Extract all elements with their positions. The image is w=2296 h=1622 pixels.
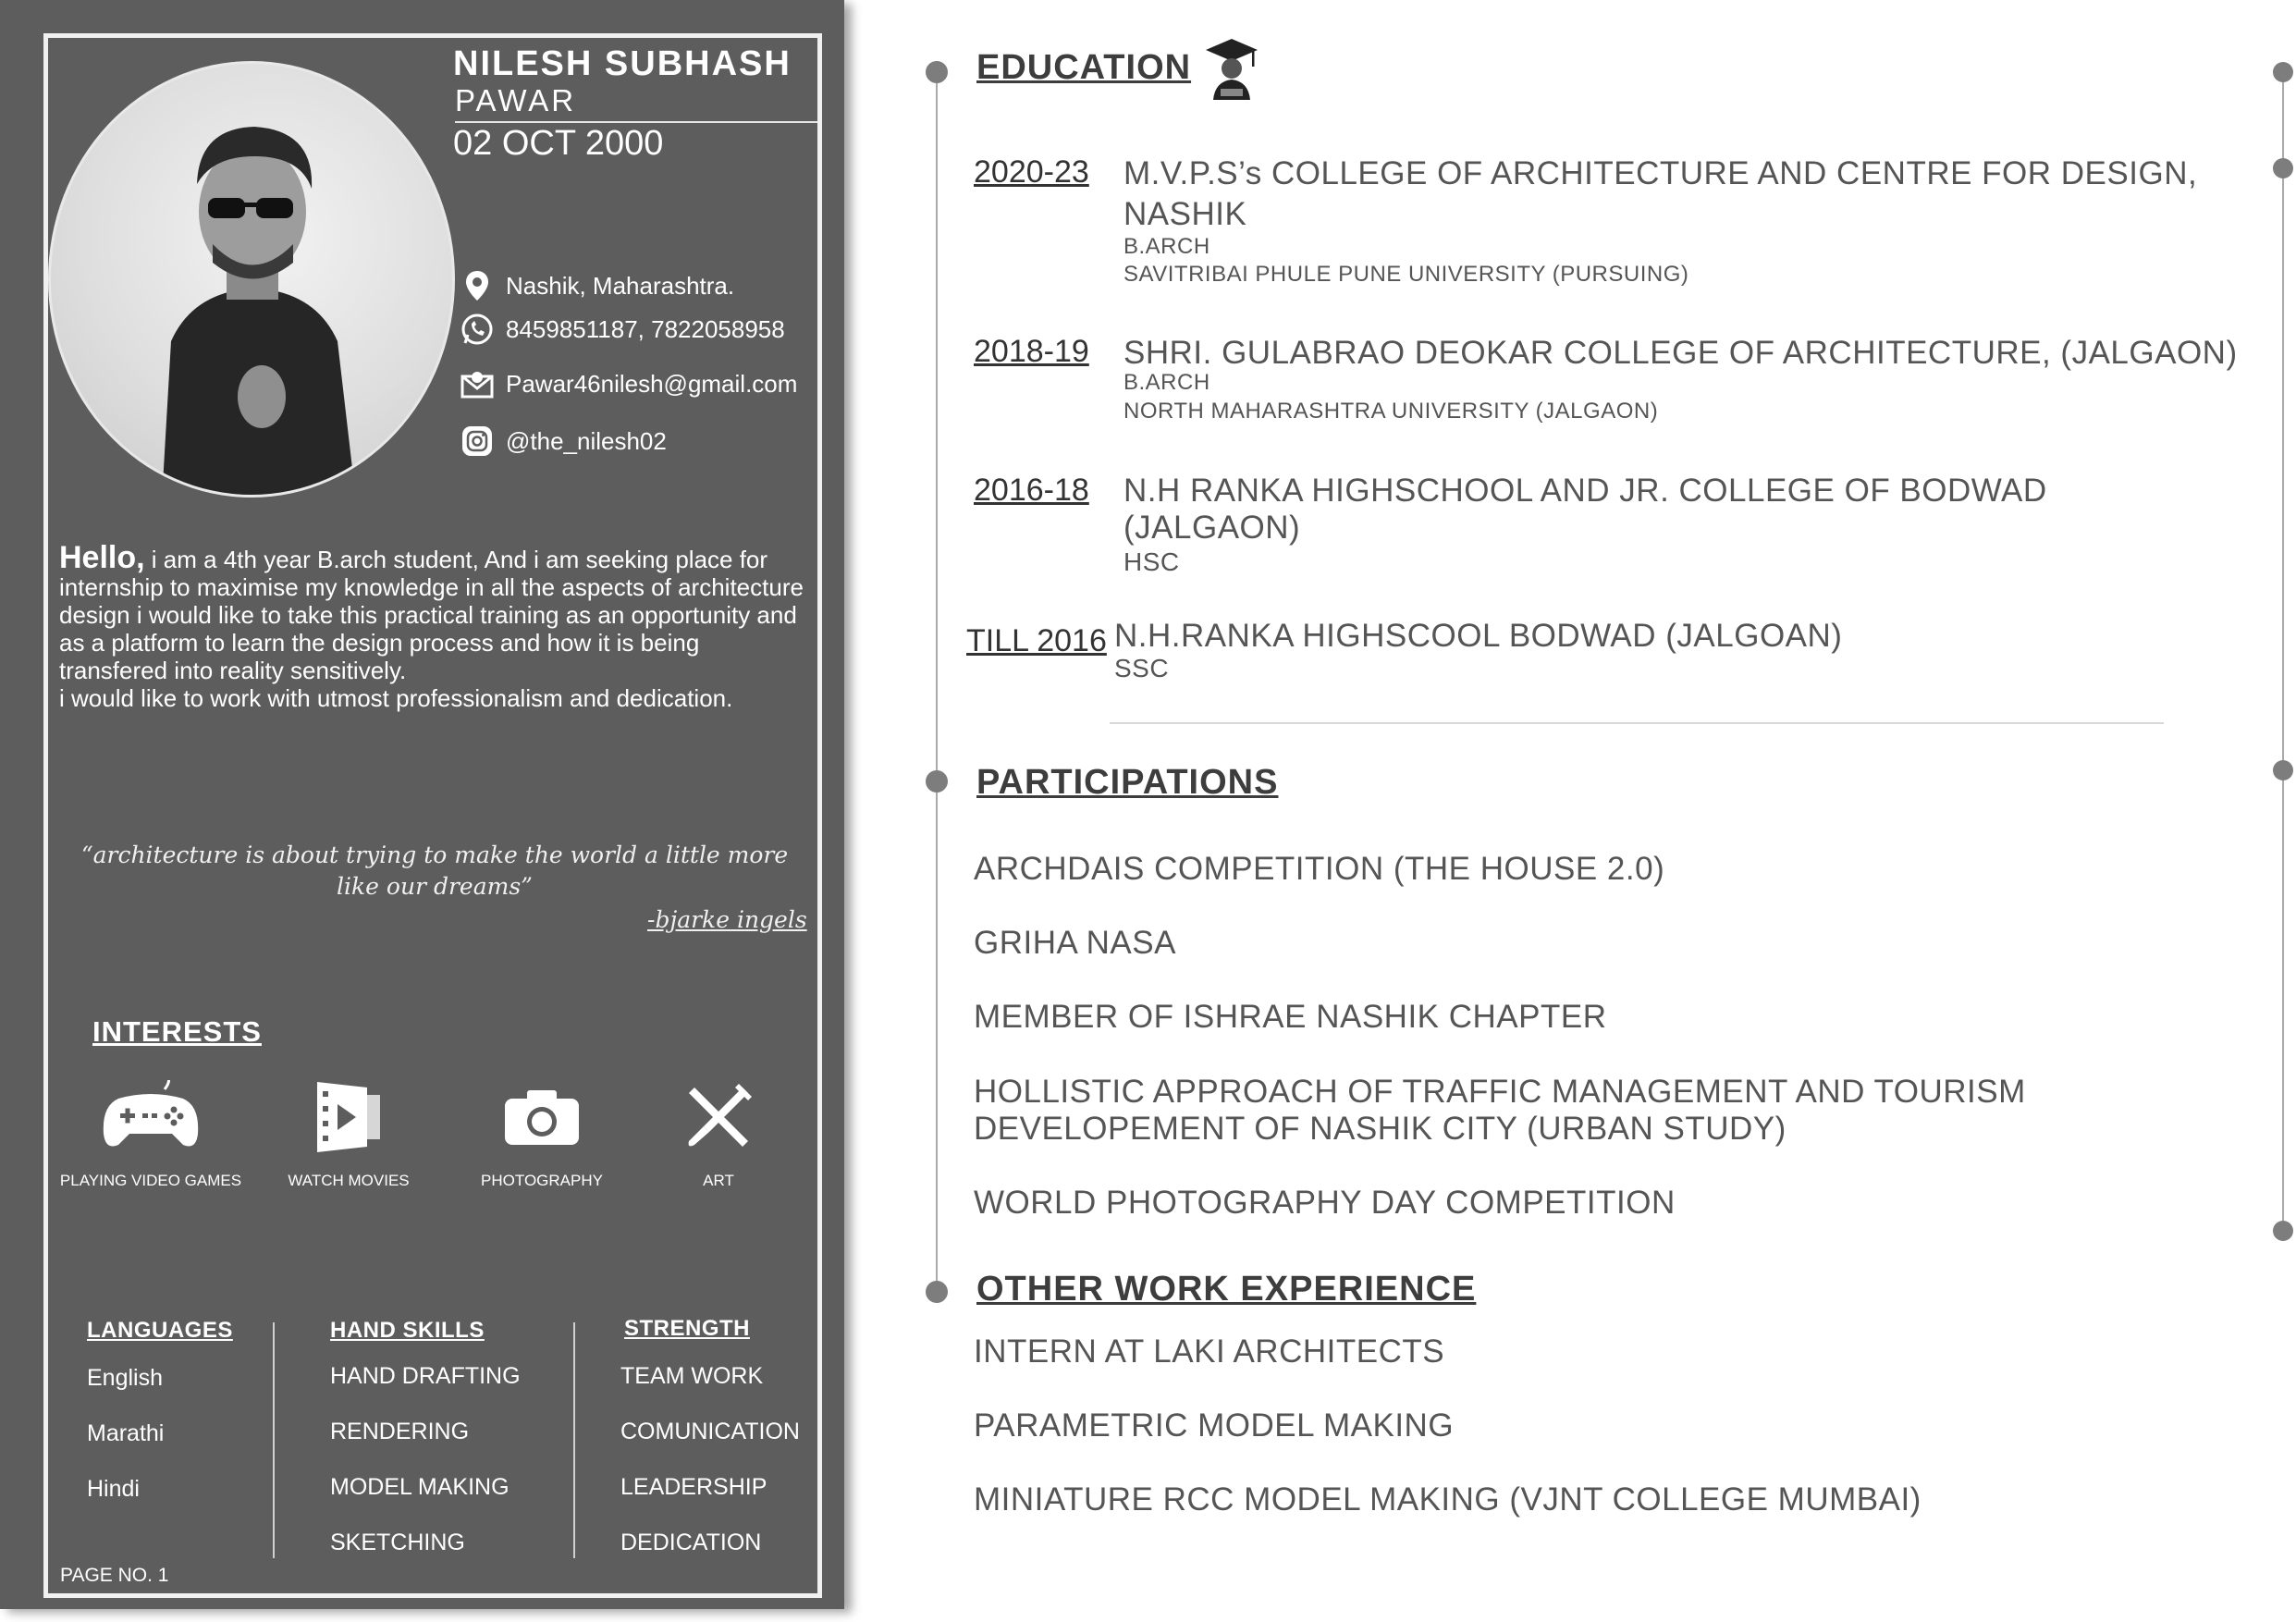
quote-author: -bjarke ingels [647, 906, 807, 933]
edge-line [2282, 72, 2284, 1233]
education-institution: N.H.RANKA HIGHSCOOL BODWAD (JALGOAN) [1114, 618, 1843, 654]
name-last: PAWAR [455, 83, 577, 117]
education-degree: SSC [1114, 654, 1170, 682]
interest-item-art [626, 1071, 811, 1191]
interest-label: ART [703, 1172, 734, 1189]
education-institution-cont: NASHIK [1123, 196, 1247, 232]
timeline-dot [926, 1281, 948, 1303]
participation-item: WORLD PHOTOGRAPHY DAY COMPETITION [974, 1185, 1676, 1221]
participation-item: DEVELOPEMENT OF NASHIK CITY (URBAN STUDY) [974, 1111, 1786, 1147]
education-institution: N.H RANKA HIGHSCHOOL AND JR. COLLEGE OF BODWAD [1123, 473, 2047, 509]
column-divider [273, 1322, 275, 1558]
hand-skill-item: RENDERING [330, 1419, 470, 1444]
edge-dot [2273, 158, 2293, 178]
page-number: PAGE NO. 1 [60, 1565, 169, 1586]
interest-label: WATCH MOVIES [288, 1172, 410, 1189]
intro-paragraph [59, 540, 813, 712]
timeline-dot [926, 61, 948, 83]
participation-item: ARCHDAIS COMPETITION (THE HOUSE 2.0) [974, 851, 1665, 887]
education-degree: HSC [1123, 547, 1180, 576]
education-title: EDUCATION [976, 48, 1192, 87]
participation-item: MEMBER OF ISHRAE NASHIK CHAPTER [974, 999, 1607, 1035]
date-of-birth: 02 OCT 2000 [453, 124, 664, 163]
strength-item: TEAM WORK [620, 1363, 764, 1389]
gamepad-icon [58, 1071, 243, 1163]
name-divider [455, 121, 817, 123]
intro-text: i am a 4th year B.arch student, And i am seeking place for internship to maximise my knowledge in all the aspects of architecture design i would like to take this practical training as an opportunity and as a platform to learn the design process and how it is being transfered into reality sensitively. [59, 546, 804, 684]
intro-hello: Hello, [59, 540, 145, 575]
interest-item-movies [256, 1071, 441, 1191]
edge-dot [2273, 62, 2293, 82]
participation-item: HOLLISTIC APPROACH OF TRAFFIC MANAGEMENT AND TOURISM [974, 1074, 2026, 1110]
education-divider [1110, 722, 2164, 724]
email-icon [460, 366, 495, 401]
hand-skill-item: SKETCHING [330, 1530, 465, 1555]
education-year: TILL 2016 [966, 623, 1107, 658]
contact-email [460, 365, 797, 402]
language-item: Hindi [87, 1476, 140, 1502]
languages-title: LANGUAGES [87, 1318, 233, 1343]
whatsapp-icon [460, 312, 495, 347]
education-university: SAVITRIBAI PHULE PUNE UNIVERSITY (PURSUING) [1123, 262, 1689, 287]
participation-item: GRIHA NASA [974, 925, 1176, 961]
left-panel [0, 0, 844, 1609]
instagram-icon [460, 424, 495, 459]
education-institution: SHRI. GULABRAO DEOKAR COLLEGE OF ARCHITECTURE, (JALGAON) [1123, 335, 2238, 371]
language-item: English [87, 1365, 163, 1391]
contact-location [460, 267, 734, 304]
work-item: INTERN AT LAKI ARCHITECTS [974, 1333, 1445, 1370]
education-year: 2018-19 [974, 334, 1089, 369]
strength-title: STRENGTH [624, 1316, 750, 1341]
education-institution: M.V.P.S’s COLLEGE OF ARCHITECTURE AND CENTRE FOR DESIGN, [1123, 155, 2198, 191]
timeline-dot [926, 770, 948, 793]
camera-icon [449, 1071, 634, 1163]
contact-instagram [460, 423, 667, 460]
participations-title: PARTICIPATIONS [976, 763, 1279, 802]
edge-dot [2273, 1221, 2293, 1241]
brush-pencil-icon [626, 1071, 811, 1163]
phone-text: 8459851187, 7822058958 [506, 314, 785, 343]
work-item: PARAMETRIC MODEL MAKING [974, 1407, 1455, 1444]
interest-item-video-games [58, 1071, 243, 1191]
quote-text: “architecture is about trying to make the world a little more like our dreams” [80, 842, 789, 900]
interest-label: PLAYING VIDEO GAMES [59, 1172, 242, 1189]
language-item: Marathi [87, 1420, 165, 1446]
graduate-icon [1204, 37, 1259, 106]
education-year: 2016-18 [974, 473, 1089, 508]
interest-item-photography [449, 1071, 634, 1191]
education-degree: B.ARCH [1123, 234, 1210, 259]
hand-skill-item: HAND DRAFTING [330, 1363, 521, 1389]
education-year: 2020-23 [974, 154, 1089, 190]
education-university: NORTH MAHARASHTRA UNIVERSITY (JALGAON) [1123, 399, 1659, 424]
profile-photo [48, 61, 455, 498]
timeline-line [936, 69, 938, 1299]
instagram-text: @the_nilesh02 [506, 426, 667, 455]
edge-dot [2273, 760, 2293, 780]
strength-item: DEDICATION [620, 1530, 762, 1555]
intro-text-2: i would like to work with utmost professionalism and dedication. [59, 684, 733, 712]
hand-skills-title: HAND SKILLS [330, 1318, 485, 1343]
column-divider [573, 1322, 575, 1558]
film-icon [256, 1071, 441, 1163]
name-first: NILESH SUBHASH [453, 44, 792, 83]
education-institution-cont: (JALGAON) [1123, 510, 1301, 546]
contact-phone [460, 311, 785, 348]
email-text: Pawar46nilesh@gmail.com [506, 369, 798, 398]
education-degree: B.ARCH [1123, 370, 1210, 395]
location-text: Nashik, Maharashtra. [506, 271, 735, 300]
strength-item: COMUNICATION [620, 1419, 800, 1444]
interests-title: INTERESTS [92, 1015, 262, 1048]
interest-label: PHOTOGRAPHY [481, 1172, 603, 1189]
work-item: MINIATURE RCC MODEL MAKING (VJNT COLLEGE MUMBAI) [974, 1481, 1922, 1518]
location-pin-icon [460, 268, 495, 303]
strength-item: LEADERSHIP [620, 1474, 767, 1500]
hand-skill-item: MODEL MAKING [330, 1474, 510, 1500]
work-title: OTHER WORK EXPERIENCE [976, 1270, 1477, 1309]
